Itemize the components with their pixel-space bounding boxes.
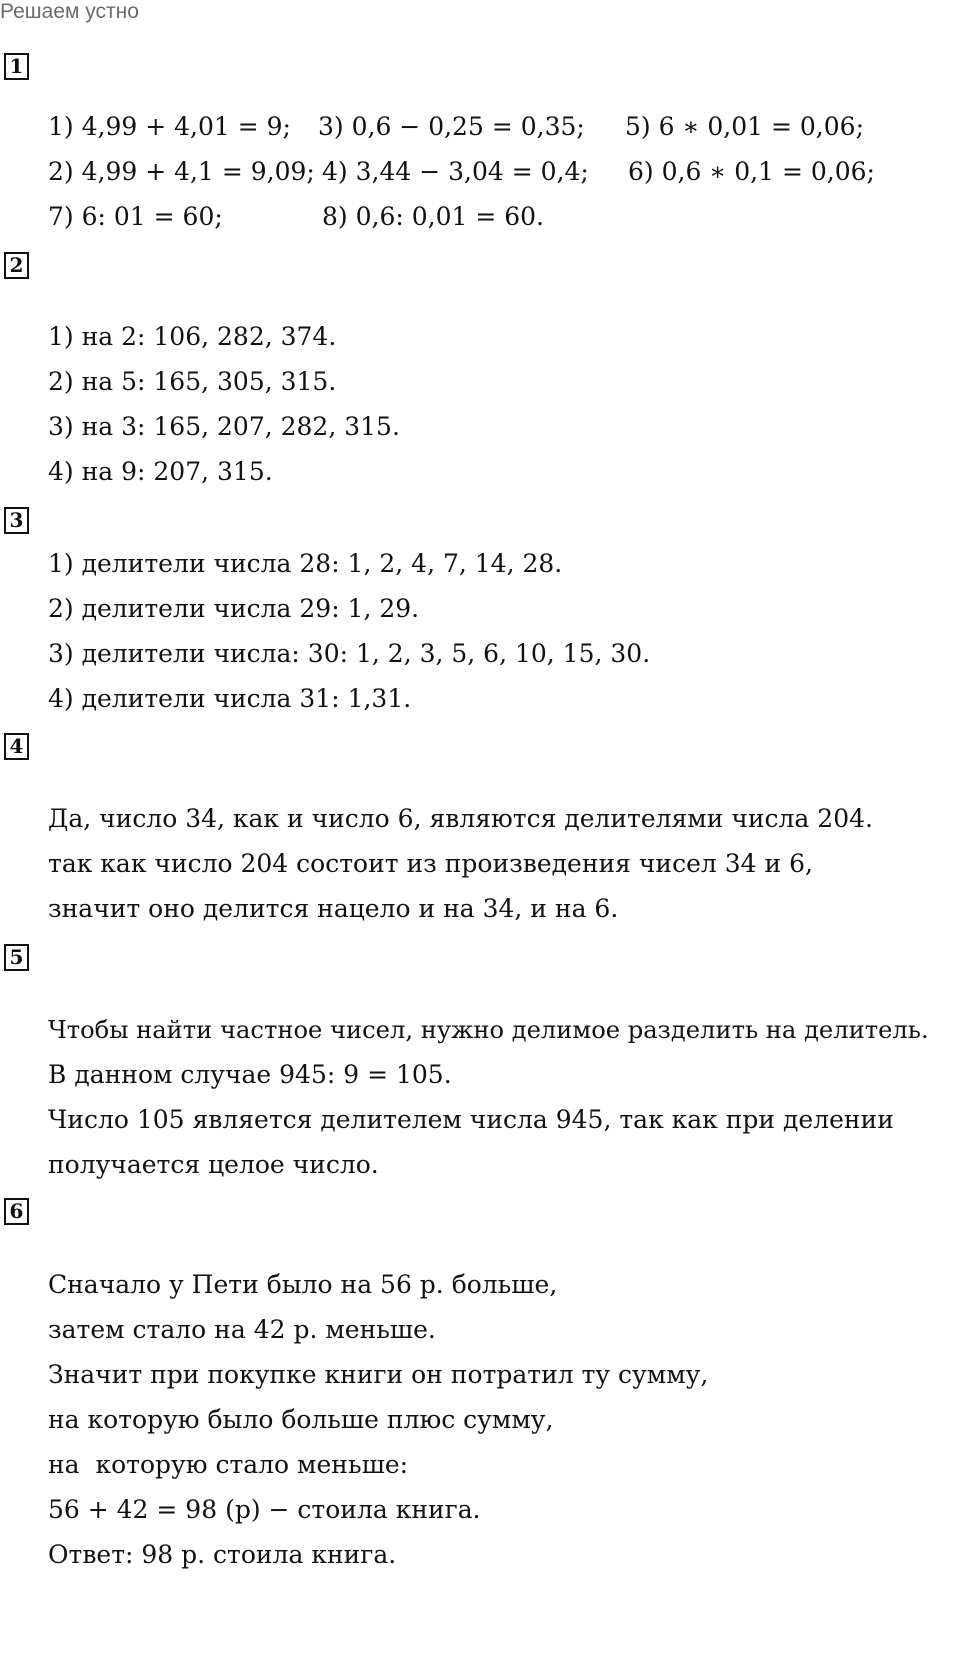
task3-line: 4) делители числа 31: 1,31.: [48, 684, 412, 713]
task2-line: 3) на 3: 165, 207, 282, 315.: [48, 412, 400, 441]
task2-line: 1) на 2: 106, 282, 374.: [48, 322, 337, 351]
task1-item-4: 4) 3,44 − 3,04 = 0,4;: [322, 157, 589, 186]
task1-item-1: 1) 4,99 + 4,01 = 9;: [48, 112, 291, 141]
task5-line: Чтобы найти частное чисел, нужно делимое разделить на делитель.: [48, 1016, 929, 1044]
task4-line: значит оно делится нацело и на 34, и на 6.: [48, 894, 619, 923]
task-number-6: 6: [4, 1198, 29, 1225]
task6-line: 56 + 42 = 98 (р) − стоила книга.: [48, 1495, 481, 1524]
task6-line: на которую стало меньше:: [48, 1450, 409, 1479]
task5-line: В данном случае 945: 9 = 105.: [48, 1060, 452, 1089]
task-number-2: 2: [4, 252, 29, 279]
task4-line: так как число 204 состоит из произведения чисел 34 и 6,: [48, 849, 813, 878]
task5-line: получается целое число.: [48, 1150, 379, 1179]
task6-answer: Ответ: 98 р. стоила книга.: [48, 1540, 397, 1569]
task1-item-5: 5) 6 ∗ 0,01 = 0,06;: [625, 112, 864, 141]
task4-line: Да, число 34, как и число 6, являются делителями числа 204.: [48, 804, 873, 833]
task-number-5: 5: [4, 944, 29, 971]
task-number-3: 3: [4, 507, 29, 534]
task5-line: Число 105 является делителем числа 945, так как при делении: [48, 1105, 894, 1134]
task-number-4: 4: [4, 733, 29, 760]
task6-line: Значит при покупке книги он потратил ту сумму,: [48, 1360, 709, 1389]
task6-line: Сначало у Пети было на 56 р. больше,: [48, 1270, 558, 1299]
task1-item-7: 7) 6: 01 = 60;: [48, 202, 223, 231]
task2-line: 4) на 9: 207, 315.: [48, 457, 273, 486]
task3-line: 1) делители числа 28: 1, 2, 4, 7, 14, 28.: [48, 549, 563, 578]
task3-line: 3) делители числа: 30: 1, 2, 3, 5, 6, 10, 15, 30.: [48, 639, 651, 668]
task1-item-6: 6) 0,6 ∗ 0,1 = 0,06;: [628, 157, 875, 186]
task6-line: затем стало на 42 р. меньше.: [48, 1315, 436, 1344]
task1-item-3: 3) 0,6 − 0,25 = 0,35;: [318, 112, 585, 141]
task3-line: 2) делители числа 29: 1, 29.: [48, 594, 420, 623]
task-number-1: 1: [4, 53, 29, 80]
page-header: Решаем устно: [0, 0, 139, 23]
task2-line: 2) на 5: 165, 305, 315.: [48, 367, 337, 396]
task6-line: на которую было больше плюс сумму,: [48, 1405, 554, 1434]
task1-item-8: 8) 0,6: 0,01 = 60.: [322, 202, 544, 231]
task1-item-2: 2) 4,99 + 4,1 = 9,09;: [48, 157, 315, 186]
